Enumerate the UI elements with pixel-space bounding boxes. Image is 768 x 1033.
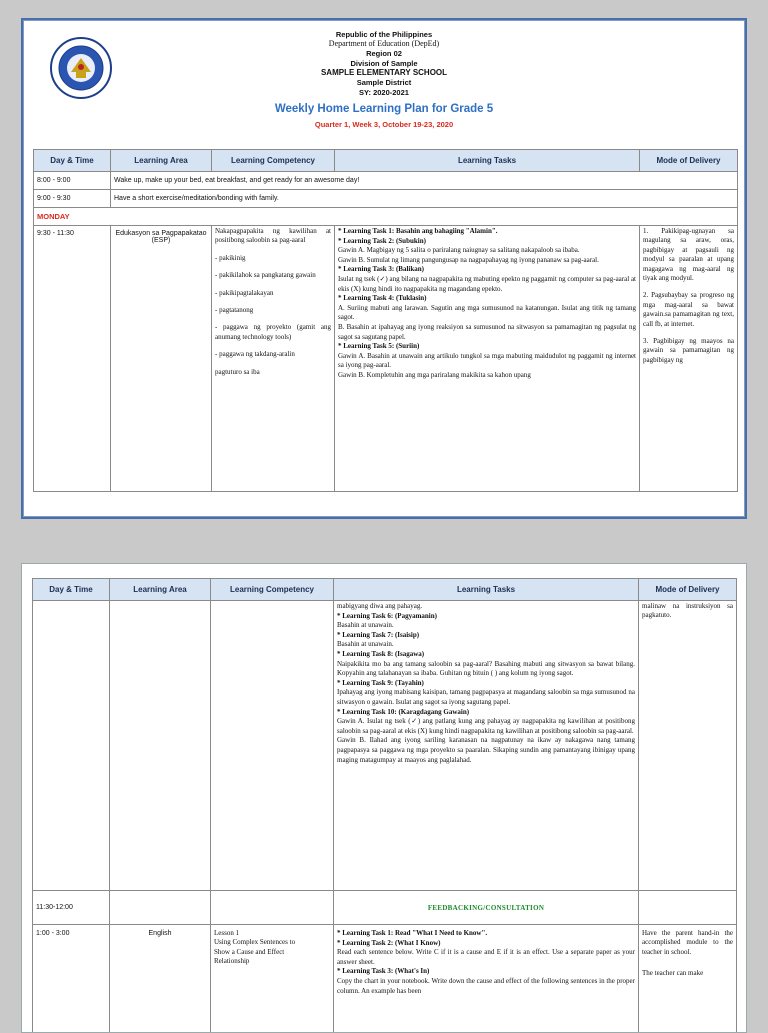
learning-tasks-cell <box>335 226 640 492</box>
competency-text: pagtuturo sa iba <box>215 368 331 377</box>
mode-text: 2. Pagsubaybay sa progreso ng mga mag-aaral sa bawat gawain.sa pamamagitan ng text, call fb, at internet. <box>643 291 734 329</box>
column-header: Learning Tasks <box>335 150 640 172</box>
competency-text: Nakapagpapakita ng kawilihan at positibong saloobin sa pag-aaral <box>215 227 331 246</box>
mode-text: 3. Pagbibigay ng maayos na gawain sa pamamagitan ng pagbibigay ng <box>643 337 734 365</box>
column-header: Mode of Delivery <box>639 579 737 601</box>
time-cell: 11:30-12:00 <box>33 891 110 925</box>
learning-tasks-cell <box>334 925 639 1033</box>
task-line: B. Basahin at ipahayag ang iyong reaksiyon sa sumusunod na sitwasyon sa pamamagitan ng pagsulat ng sagot sa sagutang papel. <box>338 323 636 342</box>
mode-text: Have the parent hand-in the accomplished module to the teacher in school. <box>642 929 733 957</box>
task-line: Naipakikita mo ba ang tamang saloobin sa pag-aaral? Basahing mabuti ang sitwasyon sa bawat bilang. Kopyahin ang talahanayan sa ibaba. Guhitan ng bituin ( ) ang kolum ng iyong sagot. <box>337 660 635 679</box>
task-line: * Learning Task 8: (Isagawa) <box>337 650 635 660</box>
task-line: * Learning Task 6: (Pagyamanin) <box>337 612 635 622</box>
learning-plan-table-continued <box>32 578 737 1033</box>
mode-of-delivery-cell <box>639 891 737 925</box>
task-line: * Learning Task 5: (Suriin) <box>338 342 636 352</box>
day-row <box>34 208 738 226</box>
table-row <box>33 601 737 891</box>
task-line: Gawin B. Sumulat ng limang pangungusap na nagpapahayag ng iyong pananaw sa pag-aaral. <box>338 256 636 266</box>
task-line: Read each sentence below. Write C if it is a cause and E if it is an effect. Use a separate paper as your answer sheet. <box>337 948 635 967</box>
task-line: * Learning Task 2: (Subukin) <box>338 237 636 247</box>
competency-cell <box>211 925 334 1033</box>
task-line: * Learning Task 3: (What's In) <box>337 967 635 977</box>
time-cell: 1:00 - 3:00 <box>33 925 110 1033</box>
column-header: Learning Competency <box>212 150 335 172</box>
competency-cell <box>211 891 334 925</box>
school-name: SAMPLE ELEMENTARY SCHOOL <box>23 68 745 78</box>
column-header: Learning Area <box>111 150 212 172</box>
column-header: Learning Tasks <box>334 579 639 601</box>
page-subtitle: Quarter 1, Week 3, October 19-23, 2020 <box>23 120 745 129</box>
table-header-row <box>33 579 737 601</box>
column-header: Day & Time <box>34 150 111 172</box>
task-line: * Learning Task 1: Read "What I Need to Know". <box>337 929 635 939</box>
competency-text: Lesson 1 <box>214 929 330 938</box>
time-cell <box>33 601 110 891</box>
competency-cell <box>211 601 334 891</box>
learning-area-cell <box>110 891 211 925</box>
mode-text: 1. Pakikipag-ugnayan sa magulang sa araw, oras, pagbibigay at pagsauli ng modyul sa paaralan at upang magagawa ng mag-aaral ng tiyak ang modyul. <box>643 227 734 283</box>
task-line: * Learning Task 3: (Balikan) <box>338 265 636 275</box>
document-header <box>23 20 745 129</box>
task-line: * Learning Task 1: Basahin ang bahagiing "Alamin". <box>338 227 636 237</box>
document-page-2 <box>21 563 747 1033</box>
mode-of-delivery-cell <box>640 226 738 492</box>
task-line: Gawin B. Ilahad ang iyong sariling karanasan na nagpatunay na ikaw ay nakagawa nang tamang pagpapasya sa paggawa ng mga proyekto sa paaralan. Sikaping sundin ang pamantayang ibinigay upang maging matagumpay at maayos ang paglalahad. <box>337 736 635 765</box>
task-line: A. Suriing mabuti ang larawan. Sagutin ang mga sumusunod na katanungan. Isulat ang titik ng tamang sagot. <box>338 304 636 323</box>
task-line: Gawin B. Kompletuhin ang mga pariralang makikita sa kahon upang <box>338 371 636 381</box>
day-label: MONDAY <box>34 208 738 226</box>
time-cell: 9:00 - 9:30 <box>34 190 111 208</box>
competency-text: - pagtatanong <box>215 306 331 315</box>
competency-text: Show a Cause and Effect <box>214 948 330 957</box>
competency-text: - pakikinig <box>215 254 331 263</box>
learning-area-cell: English <box>110 925 211 1033</box>
task-line: * Learning Task 4: (Tuklasin) <box>338 294 636 304</box>
time-cell: 8:00 - 9:00 <box>34 172 111 190</box>
header-line: Republic of the Philippines <box>23 30 745 39</box>
learning-area-cell: Edukasyon sa Pagpapakatao (ESP) <box>111 226 212 492</box>
table-row <box>33 891 737 925</box>
competency-text: - paggawa ng proyekto (gamit ang anumang technology tools) <box>215 323 331 342</box>
learning-tasks-cell <box>334 601 639 891</box>
task-line: Basahin at unawain. <box>337 640 635 650</box>
task-line: Basahin at unawain. <box>337 621 635 631</box>
competency-cell <box>212 226 335 492</box>
task-line: * Learning Task 10: (Karagdagang Gawain) <box>337 708 635 718</box>
mode-text: malinaw na instruksiyon sa pagkatuto. <box>642 602 733 621</box>
learning-plan-table <box>33 149 738 492</box>
activity-cell: Have a short exercise/meditation/bonding with family. <box>111 190 738 208</box>
time-cell: 9:30 - 11:30 <box>34 226 111 492</box>
column-header: Learning Competency <box>211 579 334 601</box>
mode-text: The teacher can make <box>642 969 733 978</box>
task-line: Gawin A. Basahin at unawain ang artikulo tungkol sa mga mabuting maidudulot ng paggamit ng internet sa iyong pag-aaral. <box>338 352 636 371</box>
task-line: Gawin A. Magbigay ng 5 salita o pariralang naiugnay sa salitang nakapaloob sa ibaba. <box>338 246 636 256</box>
district-name: Sample District <box>23 78 745 87</box>
task-line: Copy the chart in your notebook. Write down the cause and effect of the following sentences in the proper column. An example has been <box>337 977 635 996</box>
task-line: Gawin A. Isulat ng tsek (✓) ang patlang kung ang pahayag ay nagpapakita ng kawilihan at positibong saloobin sa pag-aaral at ekis (X) kung hindi nagpapakita ng kawilihan at positibong saloobin sa pag-aaral. <box>337 717 635 736</box>
deped-seal-icon <box>49 36 113 100</box>
mode-of-delivery-cell <box>639 601 737 891</box>
competency-text: - pakikilahok sa pangkatang gawain <box>215 271 331 280</box>
table-row <box>33 925 737 1033</box>
header-line: Division of Sample <box>23 59 745 68</box>
task-line: mabigyang diwa ang pahayag. <box>337 602 635 612</box>
task-line: Isulat ng tsek (✓) ang bilang na nagpapakita ng mabuting epekto ng paggamit ng computer sa pag-aaral at ekis (X) kung hindi ito nagpapakita ng magandang epekto. <box>338 275 636 294</box>
table-row <box>34 172 738 190</box>
mode-of-delivery-cell <box>639 925 737 1033</box>
competency-text: Relationship <box>214 957 330 966</box>
task-line: * Learning Task 2: (What I Know) <box>337 939 635 949</box>
learning-area-cell <box>110 601 211 891</box>
activity-cell: Wake up, make up your bed, eat breakfast, and get ready for an awesome day! <box>111 172 738 190</box>
school-year: SY: 2020-2021 <box>23 88 745 97</box>
header-line: Department of Education (DepEd) <box>23 39 745 49</box>
competency-text: - paggawa ng takdang-aralin <box>215 350 331 359</box>
table-row <box>34 226 738 492</box>
competency-text: - pakikipagtalakayan <box>215 289 331 298</box>
table-header-row <box>34 150 738 172</box>
column-header: Day & Time <box>33 579 110 601</box>
competency-text: Using Complex Sentences to <box>214 938 330 947</box>
header-line: Region 02 <box>23 49 745 58</box>
document-page-1 <box>21 18 747 519</box>
task-line: Ipahayag ang iyong mabisang kaisipan, tamang pagpapasya at magandang saloobin sa mga sumusunod na sitwasyon o gawain. Isulat ang sagot sa iyong sagutang papel. <box>337 688 635 707</box>
feedback-cell: FEEDBACKING/CONSULTATION <box>334 891 639 925</box>
page-title: Weekly Home Learning Plan for Grade 5 <box>23 103 745 115</box>
table-row <box>34 190 738 208</box>
column-header: Mode of Delivery <box>640 150 738 172</box>
task-line: * Learning Task 9: (Tayahin) <box>337 679 635 689</box>
task-line: * Learning Task 7: (Isaisip) <box>337 631 635 641</box>
column-header: Learning Area <box>110 579 211 601</box>
